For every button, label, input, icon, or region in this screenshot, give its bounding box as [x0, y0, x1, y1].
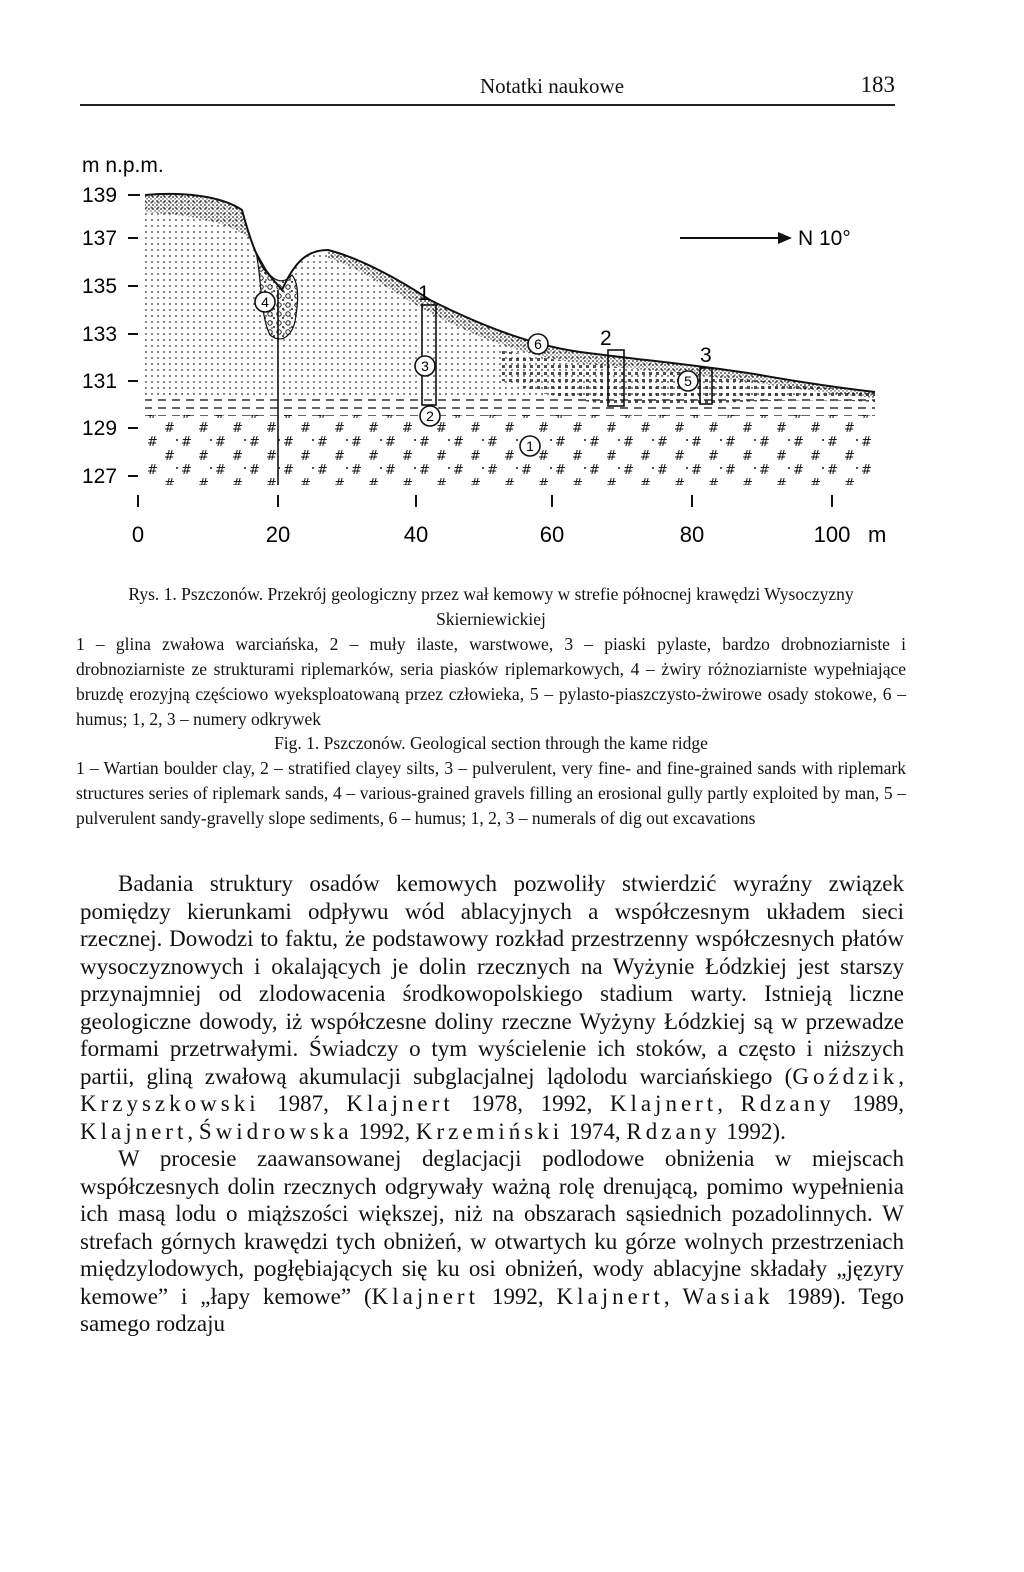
caption-title: Fig. 1. Pszczonów. Geological section through the kame ridge — [274, 733, 708, 753]
citation-author: Klajnert — [346, 1091, 454, 1116]
citation-details: 1989). Tego samego rodzaju — [80, 1283, 905, 1336]
citation-author: Krzyszkowski — [80, 1091, 260, 1116]
citation — [346, 1091, 609, 1116]
citation-details: , — [187, 1118, 199, 1144]
citation-author: Wasiak — [682, 1283, 774, 1309]
x-tick-label: 100 — [813, 522, 851, 547]
y-tick-label: 129 — [82, 417, 118, 440]
paragraph — [80, 1145, 904, 1338]
x-tick-label: 80 — [679, 522, 705, 547]
citation — [199, 1119, 416, 1144]
caption-legend: 1 – glina zwałowa warciańska, 2 – muły ilaste, warstwowe, 3 – piaski pylaste, bardzo drobnoziarniste i drobnoziarniste ze strukturami riplemarków, seria piasków riplemarkowych, 4 – żwiry różnoziarniste wypełniające bruzdę erozyjną częściowo wyeksploatowaną przez człowieka, 5 – pylasto-piaszczysto-żwirowe osady stokowe, 6 – humus; 1, 2, 3 – numery odkrywek — [76, 634, 906, 729]
citation — [80, 1119, 199, 1144]
caption-title: Rys. 1. Pszczonów. Przekrój geologiczny przez wał kemowy w strefie północnej krawędzi Wysoczyzny Skierniewickiej — [128, 584, 854, 629]
citation — [626, 1119, 785, 1144]
citation-details: 1989, — [834, 1091, 905, 1116]
citation-author: Goździk — [792, 1063, 899, 1089]
x-tick-label: 0 — [131, 522, 145, 547]
excavation-label: 3 — [700, 344, 712, 367]
figure-caption-english — [76, 731, 906, 831]
citation-details: , — [663, 1283, 683, 1309]
citation-details: 1974, — [563, 1118, 627, 1144]
citation — [557, 1284, 683, 1309]
citation-details: 1978, 1992, — [453, 1091, 610, 1116]
citation-details: , — [717, 1091, 741, 1116]
citation-details: 1992, — [352, 1118, 416, 1144]
y-tick-label: 131 — [82, 370, 118, 393]
citation-author: Rdzany — [740, 1091, 835, 1116]
citation-details: 1987, — [259, 1091, 347, 1116]
unit-marker: 5 — [684, 373, 692, 389]
citation — [372, 1284, 557, 1309]
layer-boulder-clay — [145, 415, 875, 485]
page-header — [80, 68, 895, 106]
citation-author: Klajnert — [80, 1118, 188, 1144]
unit-marker: 1 — [526, 438, 534, 454]
citation-details: 1992, — [478, 1283, 557, 1309]
x-tick-label: 40 — [403, 522, 429, 547]
excavation-label: 1 — [418, 282, 430, 305]
paragraph-text: W procesie zaawansowanej deglacjacji podlodowe obniżenia w miejscach współczesnych dolin rzecznych odgrywały ważną rolę drenującą, pomimo wypełnienia ich masą lodu o miąższości większej, niż na obszarach sąsiednich pozadolinnych. W strefach górnych krawędzi tych obniżeń, w otwartych ku górze wolnych przestrzeniach międzylodowych, pogłębiających się ku osi obniżeń, wody ablacyjne składały „języry kemowe” i „łapy kemowe” ( — [80, 1146, 904, 1309]
y-tick-label: 127 — [82, 465, 118, 488]
y-axis-unit: m n.p.m. — [82, 154, 164, 177]
citation-author: Klajnert — [371, 1283, 479, 1309]
citation-author: Rdzany — [626, 1118, 721, 1144]
citation — [610, 1091, 741, 1116]
running-title: Notatki naukowe — [480, 74, 625, 98]
citation — [80, 1091, 346, 1116]
citation — [792, 1064, 904, 1089]
unit-marker: 4 — [261, 294, 269, 310]
citation-author: Świdrowska — [198, 1118, 353, 1144]
y-tick-label: 137 — [82, 227, 118, 250]
citation-author: Klajnert — [556, 1283, 664, 1309]
paragraph-text: Badania struktury osadów kemowych pozwoliły stwierdzić wyraźny związek pomiędzy kierunkami odpływu wód ablacyjnych a współczesnym układem sieci rzecznej. Dowodzi to faktu, że podstawowy rozkład przestrzenny współczesnych płatów wysoczyznowych i okalających je dolin rzecznych na Wyżynie Łódzkiej jest starszy przynajmniej od zlodowacenia środkowopolskiego stadium warty. Istnieją liczne geologiczne dowody, iż współczesne doliny rzeczne Wyżyny Łódzkiej są w przewadze formami przetrwałymi. Świadczy o tym wyścielenie ich stoków, a często i niższych partii, gliną zwałową akumulacji subglacjalnej lądolodu warciańskiego ( — [80, 871, 904, 1089]
paragraph — [80, 870, 904, 1145]
geological-section-figure — [60, 140, 960, 570]
page-number: 183 — [860, 72, 895, 97]
article-body — [80, 870, 904, 1338]
unit-marker: 3 — [421, 358, 429, 374]
y-tick-label: 133 — [82, 323, 118, 346]
cross-section-drawing — [60, 140, 960, 570]
unit-marker: 2 — [426, 408, 434, 424]
x-axis-unit: m — [868, 522, 887, 547]
unit-marker: 6 — [534, 336, 542, 352]
citation-author: Klajnert — [609, 1091, 718, 1116]
x-tick-label: 20 — [265, 522, 291, 547]
excavation-label: 2 — [600, 327, 612, 350]
citation-details: , — [898, 1063, 904, 1089]
x-tick-label: 60 — [539, 522, 565, 547]
y-tick-label: 139 — [82, 184, 118, 207]
citation-author: Krzemiński — [415, 1118, 564, 1144]
citation-details: 1992). — [720, 1118, 786, 1144]
citation — [416, 1119, 627, 1144]
figure-caption-polish — [76, 582, 906, 732]
north-label: N 10° — [798, 227, 851, 250]
caption-legend: 1 – Wartian boulder clay, 2 – stratified clayey silts, 3 – pulverulent, very fine- and fine-grained sands with riplemark structures series of riplemark sands, 4 – various-grained gravels filling an erosional gully partly exploited by man, 5 – pulverulent sandy-gravelly slope sediments, 6 – humus; 1, 2, 3 – numerals of dig out excavations — [76, 758, 906, 828]
y-tick-label: 135 — [82, 275, 118, 298]
citation — [740, 1091, 904, 1116]
